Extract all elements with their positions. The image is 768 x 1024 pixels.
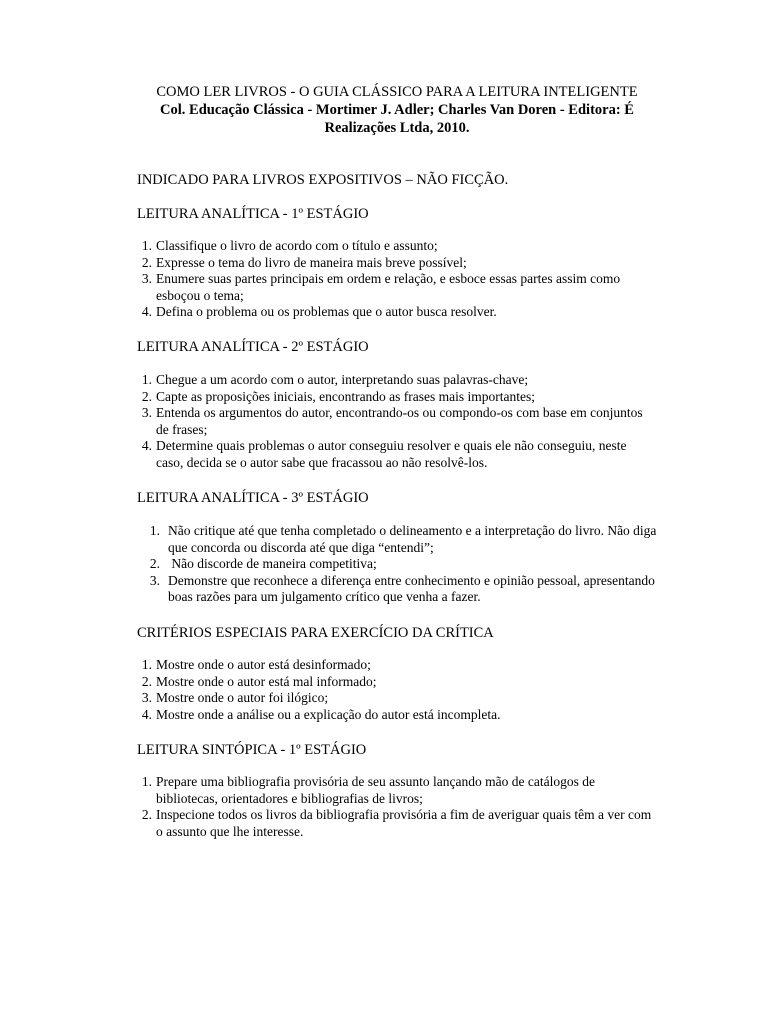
item-number: 1.: [141, 238, 152, 253]
item-number: 1.: [141, 372, 152, 387]
item-number: 3.: [141, 271, 152, 286]
item-number: 1.: [141, 774, 152, 789]
document-title: COMO LER LIVROS - O GUIA CLÁSSICO PARA A LEITURA INTELIGENTE: [156, 84, 638, 100]
list-item: [137, 674, 657, 691]
list-item: [137, 389, 657, 406]
numbered-list: [137, 238, 657, 321]
item-text: Capte as proposições iniciais, encontrando as frases mais importantes;: [156, 388, 536, 404]
item-number: 2.: [141, 388, 152, 404]
list-item: [137, 438, 657, 471]
numbered-list: [137, 657, 657, 723]
section-heading: LEITURA ANALÍTICA - 1º ESTÁGIO: [137, 206, 369, 222]
section-heading: LEITURA ANALÍTICA - 3º ESTÁGIO: [137, 490, 369, 506]
item-text: Não discorde de maneira competitiva;: [168, 556, 377, 571]
list-item: [137, 238, 657, 255]
list-item: [137, 556, 657, 573]
section-heading: LEITURA SINTÓPICA - 1º ESTÁGIO: [137, 742, 367, 758]
item-text: Mostre onde a análise ou a explicação do autor está incompleta.: [156, 706, 501, 722]
item-text: Inspecione todos os livros da bibliografia provisória a fim de averiguar quais têm a ver com o assunto que lhe interesse.: [156, 807, 652, 839]
intro-heading: INDICADO PARA LIVROS EXPOSITIVOS – NÃO FICÇÃO.: [137, 172, 509, 188]
item-text: Prepare uma bibliografia provisória de seu assunto lançando mão de catálogos de bibliotecas, orientadores e bibliografias de livros;: [156, 774, 595, 806]
item-number: 4.: [141, 438, 152, 453]
item-number: 2.: [141, 807, 152, 822]
item-text: Expresse o tema do livro de maneira mais breve possível;: [156, 254, 467, 270]
item-text: Não critique até que tenha completado o delineamento e a interpretação do livro. Não diga que concorda ou discorda até que diga “entendi”;: [168, 523, 657, 555]
title-block: [137, 83, 657, 137]
item-text: Enumere suas partes principais em ordem e relação, e esboce essas partes assim como esboçou o tema;: [156, 271, 621, 303]
list-item: [137, 523, 657, 556]
list-item: [137, 690, 657, 707]
item-number: 2.: [141, 254, 152, 270]
item-text: Classifique o livro de acordo com o título e assunto;: [156, 238, 438, 253]
list-item: [137, 707, 657, 724]
item-text: Chegue a um acordo com o autor, interpretando suas palavras-chave;: [156, 372, 529, 387]
list-item: [137, 657, 657, 674]
item-text: Demonstre que reconhece a diferença entre conhecimento e opinião pessoal, apresentando boas razões para um julgamento crítico que venha a fazer.: [168, 572, 655, 604]
item-text: Defina o problema ou os problemas que o autor busca resolver.: [156, 304, 497, 319]
numbered-list: [137, 774, 657, 840]
list-item: [137, 271, 657, 304]
item-number: 2.: [141, 673, 152, 689]
numbered-list: [137, 372, 657, 471]
section-heading: CRITÉRIOS ESPECIAIS PARA EXERCÍCIO DA CRÍTICA: [137, 625, 494, 641]
list-item: [137, 255, 657, 272]
item-text: Mostre onde o autor foi ilógico;: [156, 690, 329, 705]
list-item: [137, 807, 657, 840]
item-text: Mostre onde o autor está mal informado;: [156, 673, 377, 689]
item-text: Mostre onde o autor está desinformado;: [156, 657, 371, 672]
item-text: Determine quais problemas o autor conseguiu resolver e quais ele não conseguiu, neste caso, decida se o autor sabe que fracassou ao não resolvê-los.: [156, 438, 627, 470]
list-item: [137, 405, 657, 438]
section-heading: LEITURA ANALÍTICA - 2º ESTÁGIO: [137, 339, 369, 355]
item-number: 2.: [149, 556, 160, 571]
item-number: 3.: [141, 405, 152, 420]
item-number: 1.: [141, 657, 152, 672]
list-item: [137, 304, 657, 321]
item-number: 3.: [141, 690, 152, 705]
list-item: [137, 573, 657, 606]
item-number: 1.: [149, 523, 160, 538]
list-item: [137, 774, 657, 807]
item-number: 4.: [141, 304, 152, 319]
item-text: Entenda os argumentos do autor, encontrando-os ou compondo-os com base em conjuntos de frases;: [156, 405, 643, 437]
numbered-list: [137, 523, 657, 606]
list-item: [137, 372, 657, 389]
item-number: 3.: [149, 572, 160, 588]
document-subtitle: Col. Educação Clássica - Mortimer J. Adler; Charles Van Doren - Editora: É Realizações Ltda, 2010.: [160, 102, 634, 136]
item-number: 4.: [141, 706, 152, 722]
